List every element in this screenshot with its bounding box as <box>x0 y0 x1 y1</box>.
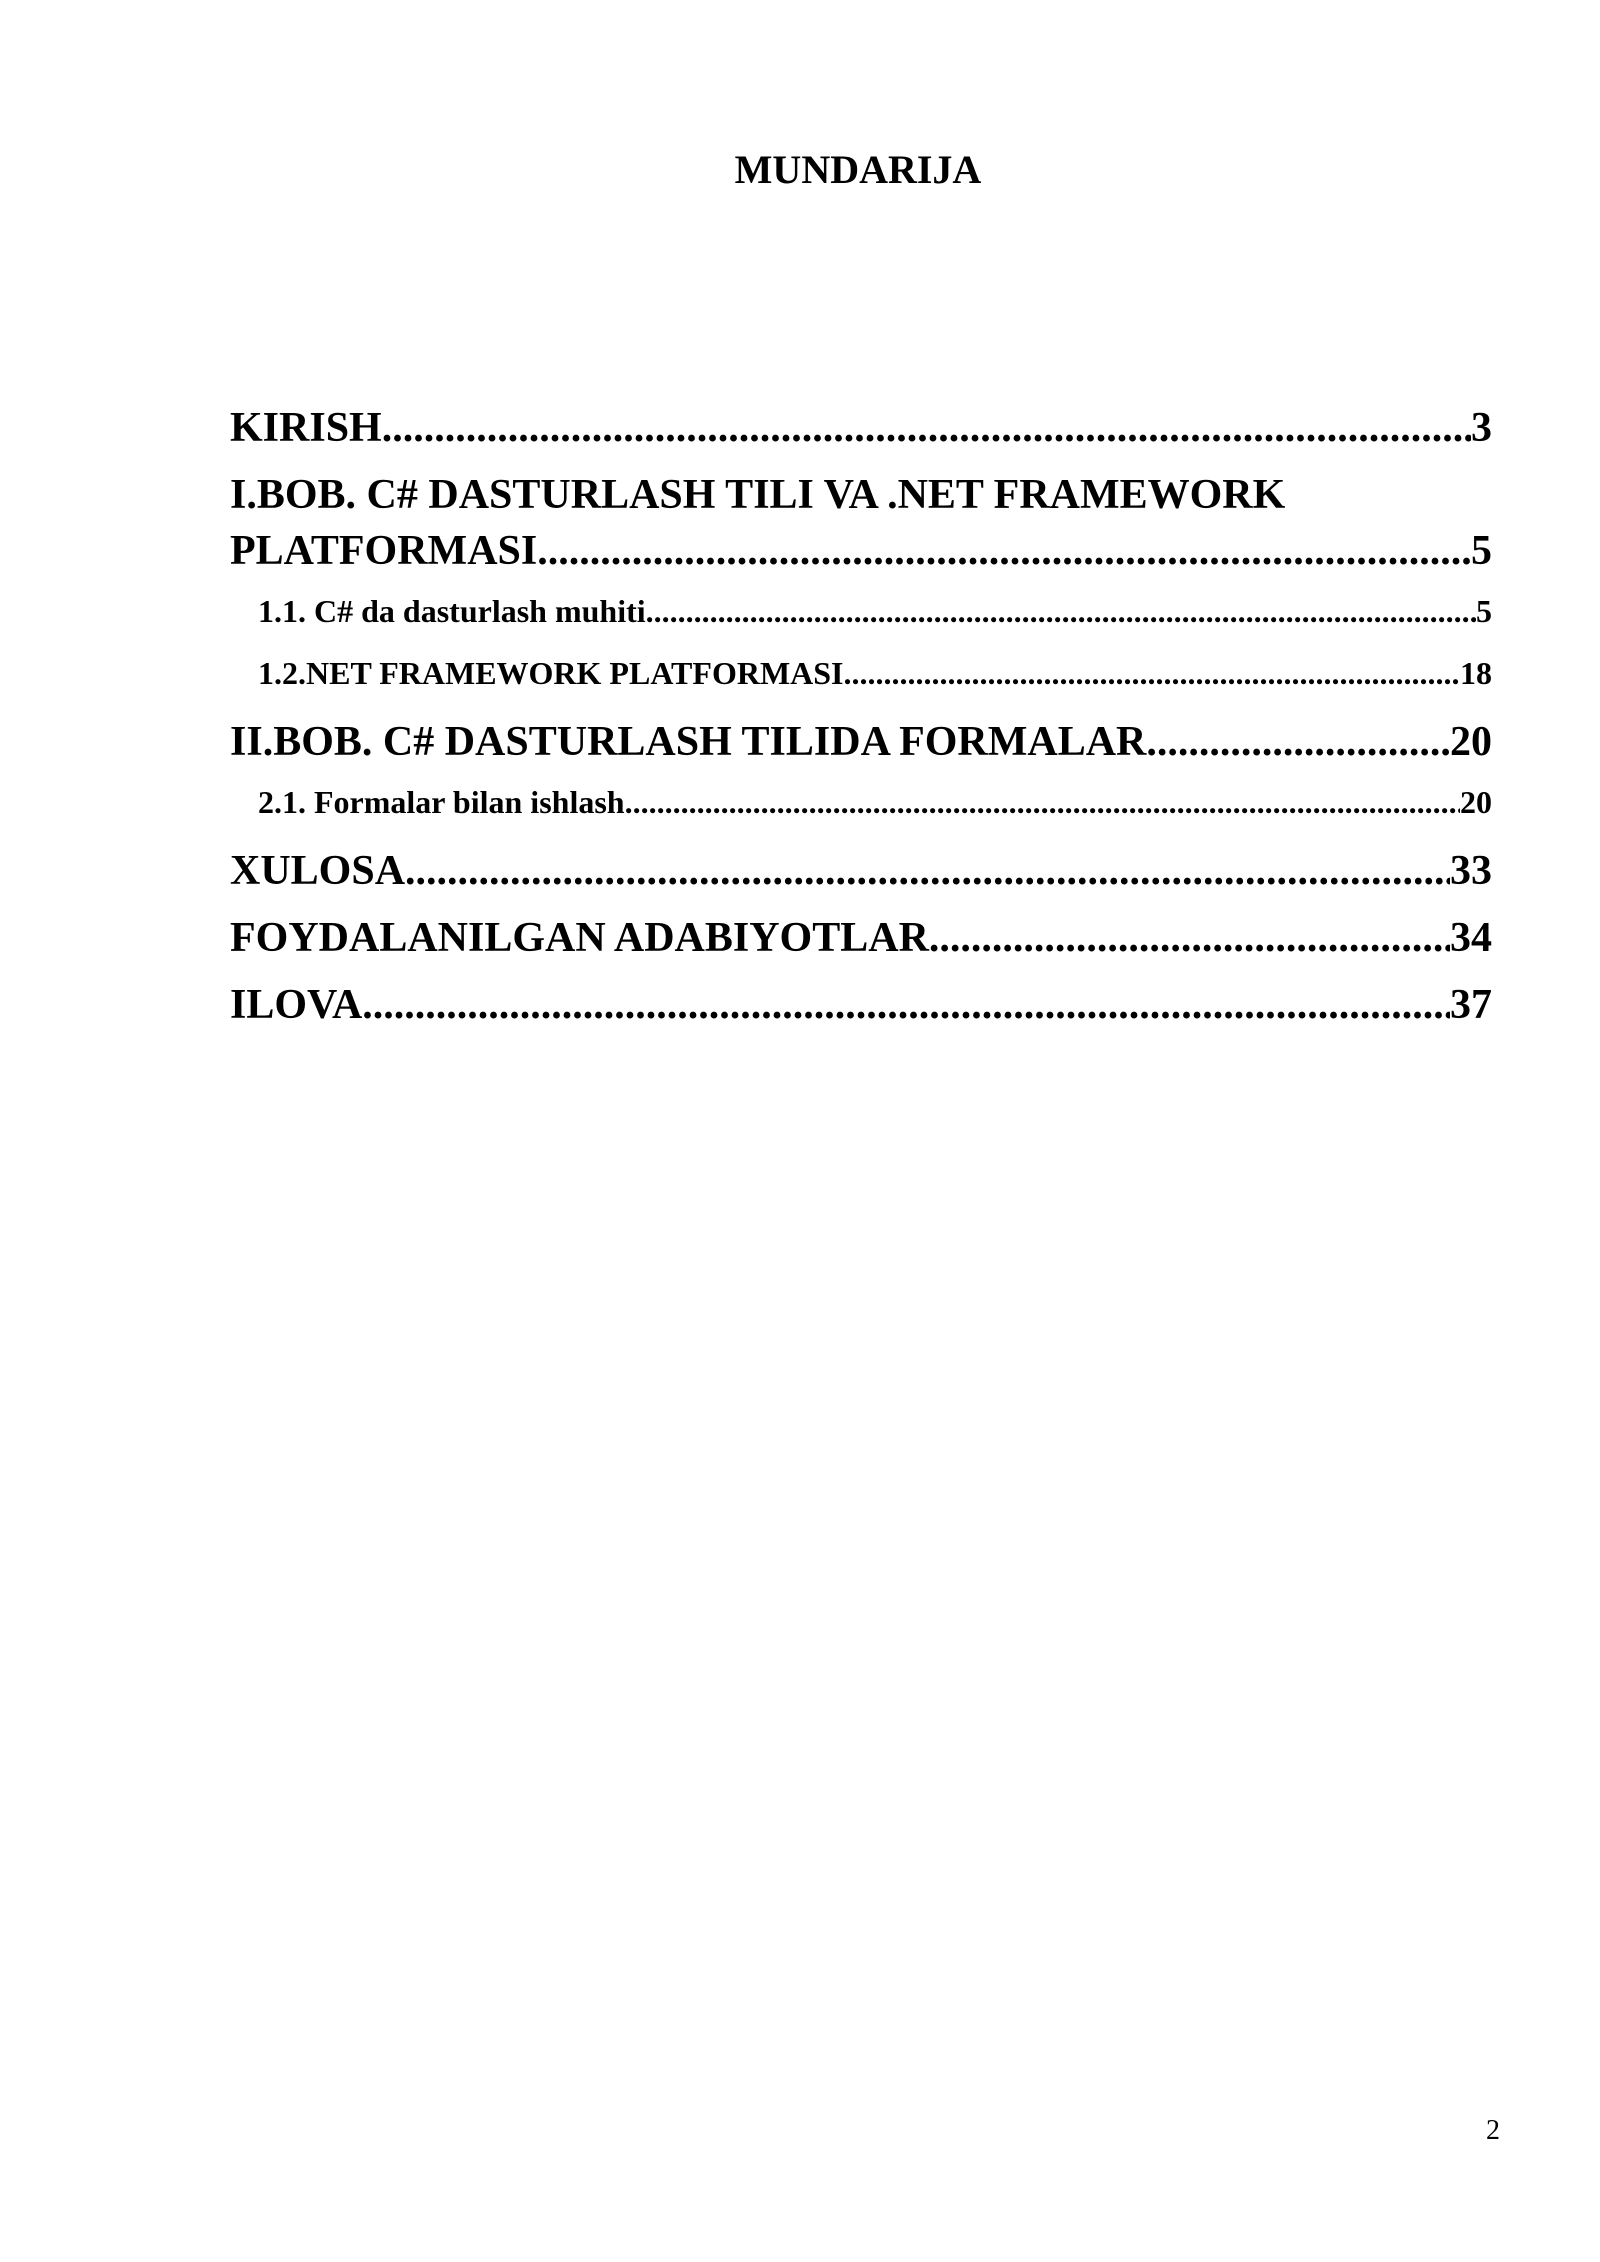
toc-entry-page: 18 <box>1460 655 1492 691</box>
toc-dot-leader <box>382 400 1471 456</box>
toc-dot-leader <box>625 781 1460 823</box>
toc-dot-leader <box>929 910 1450 966</box>
toc-entry-page: 33 <box>1450 848 1492 894</box>
toc-dot-leader <box>362 977 1450 1033</box>
toc-entry-label: II.BOB. C# DASTURLASH TILIDA FORMALAR <box>230 719 1147 765</box>
toc-entry-label: I.BOB. C# DASTURLASH TILI VA .NET FRAMEWORK <box>230 472 1286 518</box>
toc-entry-kirish[interactable] <box>230 400 1492 456</box>
toc-entry-section-1-1[interactable] <box>258 590 1492 632</box>
toc-entry-page: 5 <box>1471 528 1492 574</box>
toc-entry-section-1-2[interactable] <box>258 652 1492 694</box>
toc-entry-page: 34 <box>1450 915 1492 961</box>
toc-dot-leader <box>537 523 1471 579</box>
table-of-contents <box>230 400 1492 1044</box>
toc-entry-label: FOYDALANILGAN ADABIYOTLAR <box>230 915 929 961</box>
toc-entry-label: PLATFORMASI <box>230 528 538 574</box>
toc-entry-bob1[interactable] <box>230 523 1492 579</box>
toc-entry-bob2[interactable] <box>230 714 1492 770</box>
toc-entry-section-2-1[interactable] <box>258 781 1492 823</box>
toc-entry-label: 1.2.NET FRAMEWORK PLATFORMASI <box>258 655 844 691</box>
toc-entry-label: XULOSA <box>230 848 406 894</box>
toc-entry-page: 5 <box>1476 593 1492 629</box>
toc-entry-label: 1.1. C# da dasturlash muhiti <box>258 593 646 629</box>
toc-entry-page: 37 <box>1450 982 1492 1028</box>
toc-entry-bob1-heading[interactable] <box>230 467 1492 523</box>
toc-entry-label: ILOVA <box>230 982 363 1028</box>
toc-dot-leader <box>1146 714 1450 770</box>
toc-entry-adabiyotlar[interactable] <box>230 910 1492 966</box>
toc-entry-xulosa[interactable] <box>230 843 1492 899</box>
toc-entry-page: 3 <box>1471 405 1492 451</box>
toc-entry-page: 20 <box>1450 719 1492 765</box>
toc-entry-label: KIRISH <box>230 405 382 451</box>
page-title: MUNDARIJA <box>734 147 982 192</box>
toc-entry-page: 20 <box>1460 784 1492 820</box>
page-number: 2 <box>1486 2115 1500 2146</box>
toc-dot-leader <box>405 843 1450 899</box>
toc-entry-label: 2.1. Formalar bilan ishlash <box>258 784 625 820</box>
toc-entry-ilova[interactable] <box>230 977 1492 1033</box>
toc-dot-leader <box>646 590 1476 632</box>
toc-dot-leader <box>844 652 1461 694</box>
